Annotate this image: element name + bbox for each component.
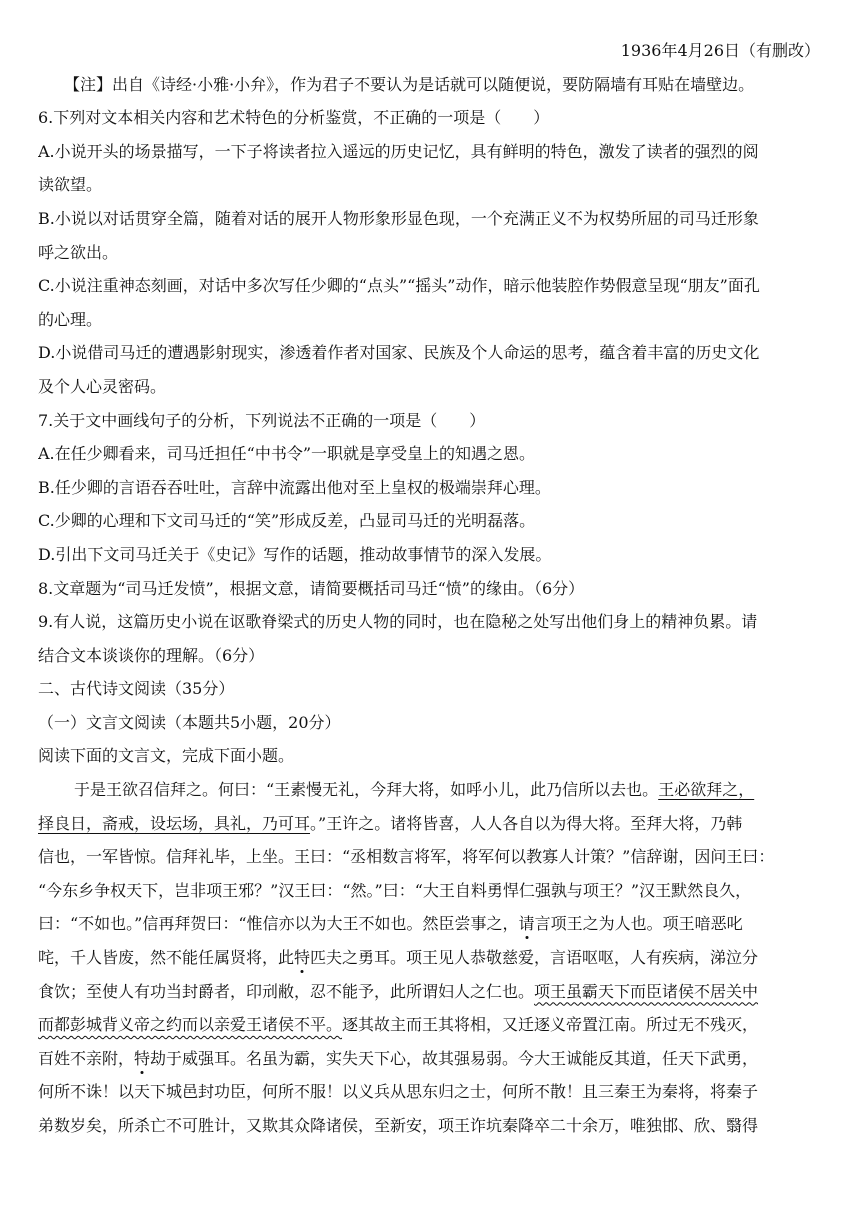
dotted-character: 特 bbox=[134, 1048, 151, 1068]
question-7-option-a: A.在任少卿看来，司马迁担任“中书令”一职就是享受皇上的知遇之恩。 bbox=[38, 444, 536, 464]
question-6-stem: 6.下列对文本相关内容和艺术特色的分析鉴赏，不正确的一项是（ ） bbox=[38, 108, 550, 128]
dotted-character: 请 bbox=[518, 914, 535, 934]
section-title: 二、古代诗文阅读（35分） bbox=[38, 679, 235, 699]
passage-line bbox=[38, 1008, 822, 1042]
passage-line: 信也，一军皆惊。信拜礼毕，上坐。王曰：“丞相数言将军，将军何以教寡人计策？”信辞谢，因问王曰： bbox=[38, 847, 775, 867]
footnote: 【注】出自《诗经·小雅·小弁》，作为君子不要认为是话就可以随便说，要防隔墙有耳贴在墙壁边。 bbox=[64, 74, 755, 94]
passage-text: 劫于威强耳。名虽为霸，实失天下心，故其强易弱。今大王诚能反其道，任天下武勇， bbox=[150, 1048, 759, 1068]
passage-line bbox=[38, 941, 822, 975]
passage-text: 匹夫之勇耳。项王见人恭敬慈爱，言语呕呕，人有疾病，涕泣分 bbox=[310, 948, 759, 968]
question-6-option-d: D.小说借司马迁的遭遇影射现实，渗透着作者对国家、民族及个人命运的思考，蕴含着丰富的历史文化 bbox=[38, 343, 760, 363]
question-6-option-a-cont: 读欲望。 bbox=[38, 175, 103, 195]
question-6-option-b-cont: 呼之欲出。 bbox=[38, 242, 119, 262]
question-7-stem: 7.关于文中画线句子的分析，下列说法不正确的一项是（ ） bbox=[38, 410, 486, 430]
underlined-sentence: 王必欲拜之， bbox=[658, 780, 755, 800]
question-7-option-b: B.任少卿的言语吞吞吐吐，言辞中流露出他对至上皇权的极端崇拜心理。 bbox=[38, 477, 551, 497]
passage-text: 咤，千人皆废，然不能任属贤将，此 bbox=[38, 948, 295, 968]
passage-line: “今东乡争权天下，岂非项王邪？”汉王曰：“然。”曰：“大王自料勇悍仁强孰与项王？”汉王默然良久， bbox=[38, 880, 752, 900]
passage-line bbox=[38, 807, 822, 841]
question-7-option-c: C.少卿的心理和下文司马迁的“笑”形成反差，凸显司马迁的光明磊落。 bbox=[38, 511, 536, 531]
question-9-cont: 结合文本谈谈你的理解。（6分） bbox=[38, 645, 265, 665]
passage-line: 弟数岁矣，所杀亡不可胜计，又欺其众降诸侯，至新安，项王诈坑秦降卒二十余万，唯独邯、欣、翳得 bbox=[38, 1116, 759, 1135]
question-9: 9.有人说，这篇历史小说在讴歌脊梁式的历史人物的同时，也在隐秘之处写出他们身上的精神负累。请 bbox=[38, 612, 758, 632]
passage-text: 逐其故主而王其将相，又迁逐义帝置江南。所过无不残灭， bbox=[342, 1015, 759, 1035]
passage-line bbox=[38, 773, 822, 807]
wavy-underlined-sentence: 项王虽霸天下而臣诸侯不居关中 bbox=[534, 981, 759, 1001]
subsection-title: （一）文言文阅读（本题共5小题，20分） bbox=[38, 712, 341, 732]
date-note: 1936年4月26日（有删改） bbox=[620, 41, 820, 60]
question-6-option-c-cont: 的心理。 bbox=[38, 309, 103, 329]
wavy-underlined-sentence: 而都彭城背义帝之约而以亲爱王诸侯不平。 bbox=[38, 1015, 343, 1035]
reading-instruction: 阅读下面的文言文，完成下面小题。 bbox=[38, 746, 295, 766]
passage-line bbox=[38, 907, 822, 941]
passage-text: 言项王之为人也。项王喑恶叱 bbox=[534, 914, 743, 934]
passage-text: 百姓不亲附， bbox=[38, 1048, 135, 1068]
passage-text: 曰：“不如也。”信再拜贺曰：“惟信亦以为大王不如也。然臣尝事之， bbox=[38, 914, 519, 934]
question-6-option-b: B.小说以对话贯穿全篇，随着对话的展开人物形象形显色现，一个充满正义不为权势所屈的司马迁形象 bbox=[38, 208, 759, 228]
question-6-option-d-cont: 及个人心灵密码。 bbox=[38, 376, 167, 396]
question-7-option-d: D.引出下文司马迁关于《史记》写作的话题，推动故事情节的深入发展。 bbox=[38, 544, 552, 564]
passage-line bbox=[38, 1042, 822, 1076]
passage-text: 于是王欲召信拜之。何曰：“王素慢无礼，今拜大将，如呼小儿，此乃信所以去也。 bbox=[74, 780, 659, 800]
passage-line bbox=[38, 975, 822, 1009]
passage-text: 。”王许之。诸将皆喜，人人各自以为得大将。至拜大将，乃韩 bbox=[310, 813, 743, 833]
passage-line: 何所不诛！以天下城邑封功臣，何所不服！以义兵从思东归之士，何所不散！且三秦王为秦将，将秦子 bbox=[38, 1082, 759, 1102]
question-6-option-a: A.小说开头的场景描写，一下子将读者拉入遥远的历史记忆，具有鲜明的特色，激发了读者的强烈的阅 bbox=[38, 141, 759, 161]
underlined-sentence: 择良日，斋戒，设坛场，具礼，乃可耳 bbox=[38, 813, 311, 833]
question-6-option-c: C.小说注重神态刻画，对话中多次写任少卿的“点头”“摇头”动作，暗示他装腔作势假意呈现“朋友”面孔 bbox=[38, 276, 760, 296]
passage-text: 食饮；至使人有功当封爵者，印刓敝，忍不能予，此所谓妇人之仁也。 bbox=[38, 981, 535, 1001]
question-8: 8.文章题为“司马迁发愤”，根据文意，请简要概括司马迁“愤”的缘由。（6分） bbox=[38, 578, 585, 598]
dotted-character: 特 bbox=[294, 948, 311, 968]
